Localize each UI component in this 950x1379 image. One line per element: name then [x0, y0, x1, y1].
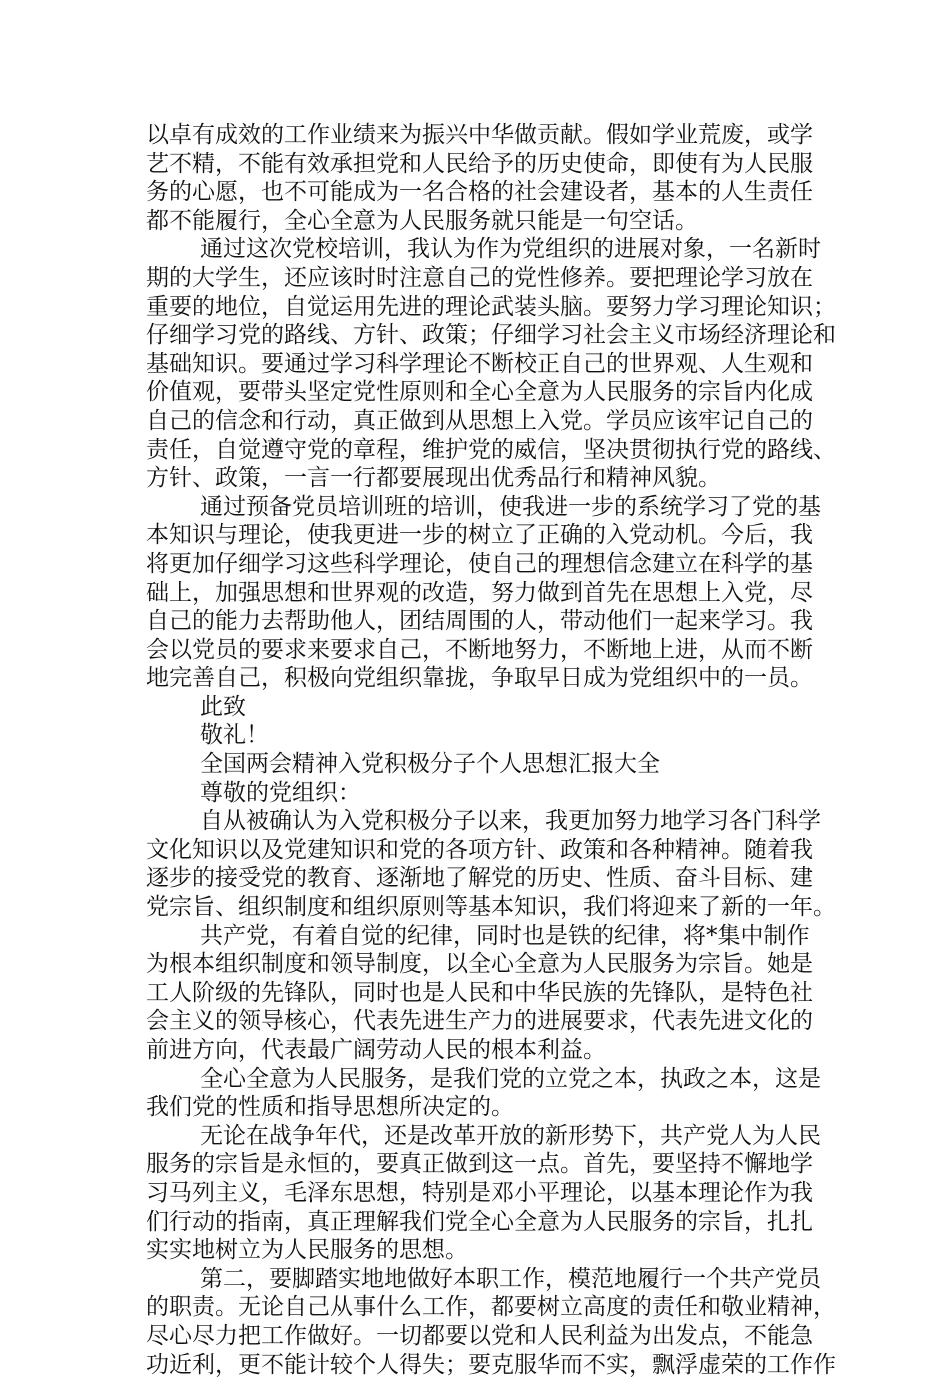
text-line: 尊敬的党组织： — [200, 779, 361, 806]
text-line: 全国两会精神入党积极分子个人思想汇报大全 — [200, 751, 660, 778]
text-line: 艺不精，不能有效承担党和人民给予的历史使命，即使有为人民服 — [146, 150, 813, 177]
text-line: 前进方向，代表最广阔劳动人民的根本利益。 — [146, 1037, 606, 1063]
text-line: 都不能履行，全心全意为人民服务就只能是一句空话。 — [146, 207, 698, 234]
text-line: 实实地树立为人民服务的思想。 — [146, 1237, 468, 1264]
text-line: 第二，要脚踏实地地做好本职工作，模范地履行一个共产党员 — [200, 1265, 821, 1292]
text-line: 将更加仔细学习这些科学理论，使自己的理想信念建立在科学的基 — [146, 550, 813, 577]
text-line: 务的心愿，也不可能成为一名合格的社会建设者，基本的人生责任 — [146, 179, 813, 206]
text-line: 基础知识。要通过学习科学理论不断校正自己的世界观、人生观和 — [146, 350, 813, 377]
text-line: 党宗旨、组织制度和组织原则等基本知识，我们将迎来了新的一年。 — [146, 894, 836, 921]
text-line: 方针、政策，一言一行都要展现出优秀品行和精神风貌。 — [146, 465, 721, 492]
text-line: 地完善自己，积极向党组织靠拢，争取早日成为党组织中的一员。 — [146, 665, 813, 692]
text-line: 文化知识以及党建知识和党的各项方针、政策和各种精神。随着我 — [146, 836, 813, 863]
text-line: 通过预备党员培训班的培训，使我进一步的系统学习了党的基 — [200, 493, 821, 520]
text-line: 功近利，更不能计较个人得失；要克服华而不实，飘浮虚荣的工作作 — [146, 1351, 836, 1378]
text-line: 自己的信念和行动，真正做到从思想上入党。学员应该牢记自己的 — [146, 407, 813, 434]
text-line: 本知识与理论，使我更进一步的树立了正确的入党动机。今后，我 — [146, 522, 813, 549]
text-line: 们行动的指南，真正理解我们党全心全意为人民服务的宗旨，扎扎 — [146, 1208, 813, 1235]
text-line: 会以党员的要求来要求自己，不断地努力，不断地上进，从而不断 — [146, 636, 813, 663]
text-line: 为根本组织制度和领导制度，以全心全意为人民服务为宗旨。她是 — [146, 951, 813, 978]
text-line: 仔细学习党的路线、方针、政策；仔细学习社会主义市场经济理论和 — [146, 322, 836, 349]
text-line: 工人阶级的先锋队，同时也是人民和中华民族的先锋队，是特色社 — [146, 979, 813, 1006]
text-line: 共产党，有着自觉的纪律，同时也是铁的纪律，将*集中制作 — [200, 922, 810, 949]
document-body — [146, 121, 836, 1379]
text-line: 重要的地位，自觉运用先进的理论武装头脑。要努力学习理论知识； — [146, 293, 836, 320]
text-line: 自从被确认为入党积极分子以来，我更加努力地学习各门科学 — [200, 808, 821, 835]
text-line: 自己的能力去帮助他人，团结周围的人，带动他们一起来学习。我 — [146, 608, 813, 635]
text-line: 的职责。无论自己从事什么工作，都要树立高度的责任和敬业精神， — [146, 1294, 836, 1321]
text-line: 全心全意为人民服务，是我们党的立党之本，执政之本，这是 — [200, 1065, 821, 1092]
text-line: 价值观，要带头坚定党性原则和全心全意为人民服务的宗旨内化成 — [146, 379, 813, 406]
text-line: 无论在战争年代，还是改革开放的新形势下，共产党人为人民 — [200, 1122, 821, 1149]
text-line: 我们党的性质和指导思想所决定的。 — [146, 1094, 514, 1121]
text-line: 习马列主义，毛泽东思想，特别是邓小平理论，以基本理论作为我 — [146, 1179, 813, 1206]
text-line: 通过这次党校培训，我认为作为党组织的进展对象，一名新时 — [200, 236, 821, 263]
text-line: 服务的宗旨是永恒的，要真正做到这一点。首先，要坚持不懈地学 — [146, 1151, 813, 1178]
text-line: 尽心尽力把工作做好。一切都要以党和人民利益为出发点，不能急 — [146, 1322, 813, 1349]
text-line: 会主义的领导核心，代表先进生产力的进展要求，代表先进文化的 — [146, 1008, 813, 1035]
text-line: 责任，自觉遵守党的章程，维护党的威信，坚决贯彻执行党的路线、 — [146, 436, 836, 463]
text-line: 逐步的接受党的教育、逐渐地了解党的历史、性质、奋斗目标、建 — [146, 865, 813, 892]
text-line: 以卓有成效的工作业绩来为振兴中华做贡献。假如学业荒废，或学 — [146, 122, 813, 148]
text-line: 础上，加强思想和世界观的改造，努力做到首先在思想上入党，尽 — [146, 579, 813, 606]
text-line: 此致 — [200, 693, 246, 720]
text-line: 期的大学生，还应该时时注意自己的党性修养。要把理论学习放在 — [146, 264, 813, 291]
text-line: 敬礼！ — [200, 722, 269, 749]
